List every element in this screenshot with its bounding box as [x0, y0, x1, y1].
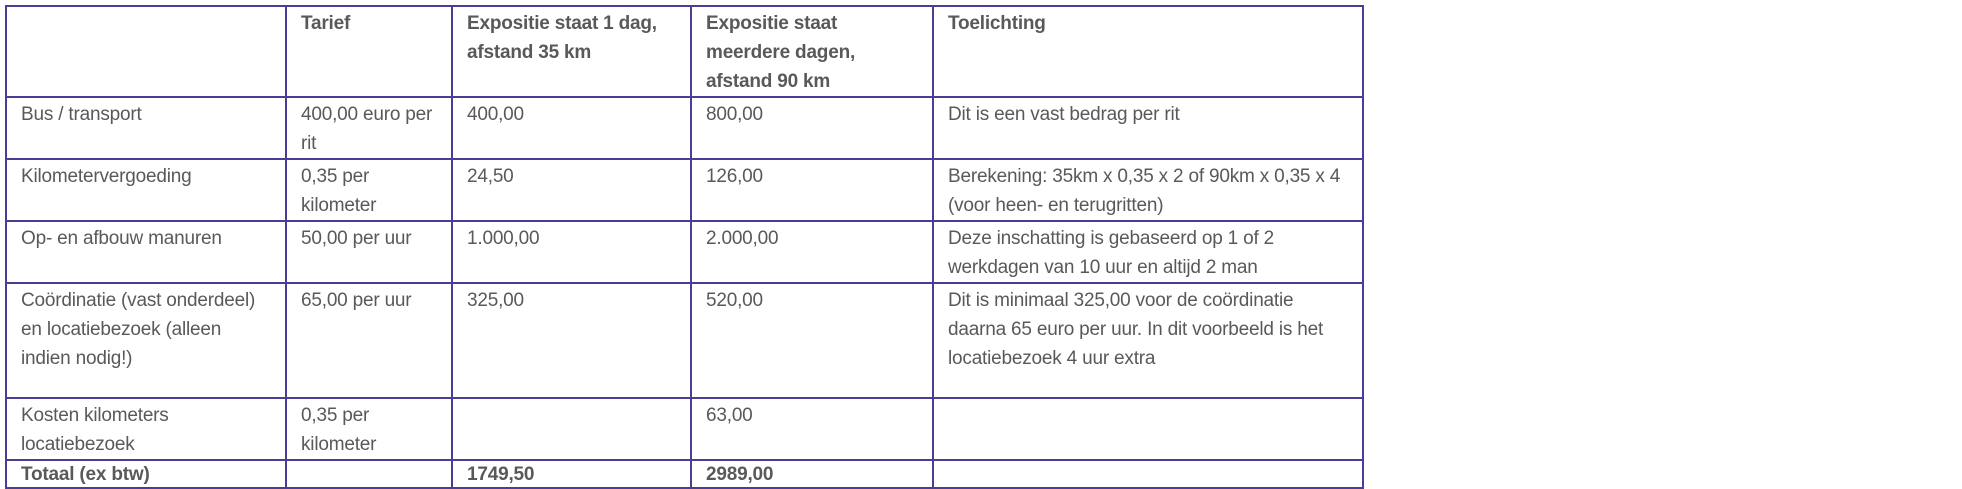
- cell-expositie-1-dag: [452, 398, 691, 460]
- table-header-row: [6, 6, 1363, 97]
- table-row: [6, 97, 1363, 159]
- table-row: [6, 221, 1363, 283]
- cell-expositie-meerdere-dagen: 63,00: [691, 398, 933, 460]
- cell-item: Kosten kilometers locatiebezoek: [6, 398, 286, 460]
- cell-item: Bus / transport: [6, 97, 286, 159]
- cell-expositie-meerdere-dagen: 520,00: [691, 283, 933, 398]
- header-expositie-meerdere-dagen: Expositie staat meerdere dagen, afstand 90 km: [691, 6, 933, 97]
- total-label: Totaal (ex btw): [6, 460, 286, 488]
- header-expositie-1-dag: Expositie staat 1 dag, afstand 35 km: [452, 6, 691, 97]
- total-expositie-meerdere-dagen: 2989,00: [691, 460, 933, 488]
- cell-tarief: 50,00 per uur: [286, 221, 452, 283]
- cell-toelichting: Dit is een vast bedrag per rit: [933, 97, 1363, 159]
- cell-toelichting: Dit is minimaal 325,00 voor de coördinatie daarna 65 euro per uur. In dit voorbeeld is het locatiebezoek 4 uur extra: [933, 283, 1363, 398]
- cell-toelichting: [933, 398, 1363, 460]
- cell-expositie-meerdere-dagen: 126,00: [691, 159, 933, 221]
- cell-toelichting: Berekening: 35km x 0,35 x 2 of 90km x 0,35 x 4 (voor heen- en terugritten): [933, 159, 1363, 221]
- cell-tarief: 0,35 per kilometer: [286, 398, 452, 460]
- cell-item: Op- en afbouw manuren: [6, 221, 286, 283]
- cell-expositie-1-dag: 24,50: [452, 159, 691, 221]
- header-item: [6, 6, 286, 97]
- cell-tarief: 0,35 per kilometer: [286, 159, 452, 221]
- cell-expositie-1-dag: 1.000,00: [452, 221, 691, 283]
- cell-expositie-meerdere-dagen: 2.000,00: [691, 221, 933, 283]
- cell-item: Coördinatie (vast onderdeel) en locatiebezoek (alleen indien nodig!): [6, 283, 286, 398]
- cell-toelichting: Deze inschatting is gebaseerd op 1 of 2 werkdagen van 10 uur en altijd 2 man: [933, 221, 1363, 283]
- cell-tarief: 65,00 per uur: [286, 283, 452, 398]
- cell-expositie-1-dag: 400,00: [452, 97, 691, 159]
- header-toelichting: Toelichting: [933, 6, 1363, 97]
- cell-expositie-meerdere-dagen: 800,00: [691, 97, 933, 159]
- cell-expositie-1-dag: 325,00: [452, 283, 691, 398]
- total-row: [6, 460, 1363, 488]
- total-expositie-1-dag: 1749,50: [452, 460, 691, 488]
- cell-item: Kilometervergoeding: [6, 159, 286, 221]
- table-row: [6, 283, 1363, 398]
- cell-tarief: 400,00 euro per rit: [286, 97, 452, 159]
- total-toelichting: [933, 460, 1363, 488]
- table-row: [6, 159, 1363, 221]
- header-tarief: Tarief: [286, 6, 452, 97]
- table-row: [6, 398, 1363, 460]
- total-tarief: [286, 460, 452, 488]
- cost-estimate-table: [5, 5, 1364, 489]
